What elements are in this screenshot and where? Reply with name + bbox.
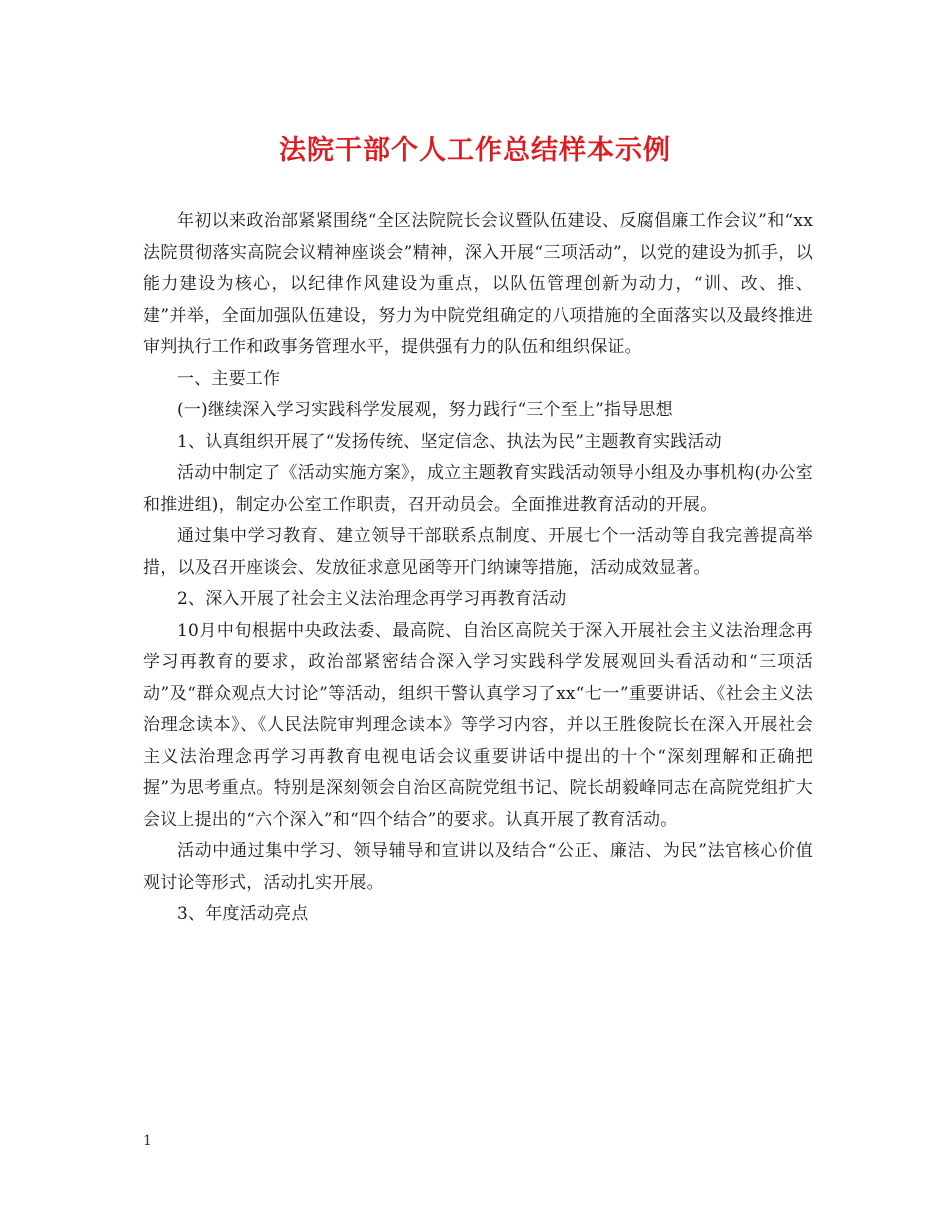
section-heading: 一、主要工作 (177, 368, 281, 389)
item-heading: 1、认真组织开展了“发扬传统、坚定信念、执法为民”主题教育实践活动 (177, 431, 722, 452)
document-title: 法院干部个人工作总结样本示例 (279, 135, 671, 166)
paragraph: 10月中旬根据中央政法委、最高院、自治区高院关于深入开展社会主义法治理念再学习再教育的要求，政治部紧密结合深入学习实践科学发展观回头看活动和“三项活动”及“群众观点大讨论”等活动，组织干警认真学习了xx“七一”重要讲话、《社会主义法治理念读本》、《人民法院审判理念读本》等学习内容，并以王胜俊院长在深入开展社会主义法治理念再学习再教育电视电话会议重要讲话中提出的十个“深刻理解和正确把握”为思考重点。特别是深刻领会自治区高院党组书记、院长胡毅峰同志在高院党组扩大会议上提出的“六个深入”和“四个结合”的要求。认真开展了教育活动。 (143, 620, 813, 830)
paragraph: 活动中制定了《活动实施方案》，成立主题教育实践活动领导小组及办事机构(办公室和推进组)，制定办公室工作职责，召开动员会。全面推进教育活动的开展。 (143, 463, 813, 515)
paragraph: 年初以来政治部紧紧围绕“全区法院院长会议暨队伍建设、反腐倡廉工作会议”和“xx法院贯彻落实高院会议精神座谈会”精神，深入开展“三项活动”，以党的建设为抓手，以能力建设为核心，以纪律作风建设为重点，以队伍管理创新为动力，“训、改、推、建”并举，全面加强队伍建设，努力为中院党组确定的八项措施的全面落实以及最终推进审判执行工作和政事务管理水平，提供强有力的队伍和组织保证。 (143, 211, 813, 357)
subsection-heading: (一)继续深入学习实践科学发展观，努力践行“三个至上”指导思想 (177, 400, 673, 420)
item-heading: 3、年度活动亮点 (177, 904, 309, 924)
page-number: 1 (143, 1133, 152, 1149)
document-body (143, 206, 813, 931)
paragraph: 通过集中学习教育、建立领导干部联系点制度、开展七个一活动等自我完善提高举措，以及召开座谈会、发放征求意见函等开门纳谏等措施，活动成效显著。 (143, 526, 813, 578)
item-heading: 2、深入开展了社会主义法治理念再学习再教育活动 (177, 589, 567, 609)
paragraph: 活动中通过集中学习、领导辅导和宣讲以及结合“公正、廉洁、为民”法官核心价值观讨论等形式，活动扎实开展。 (143, 841, 813, 893)
